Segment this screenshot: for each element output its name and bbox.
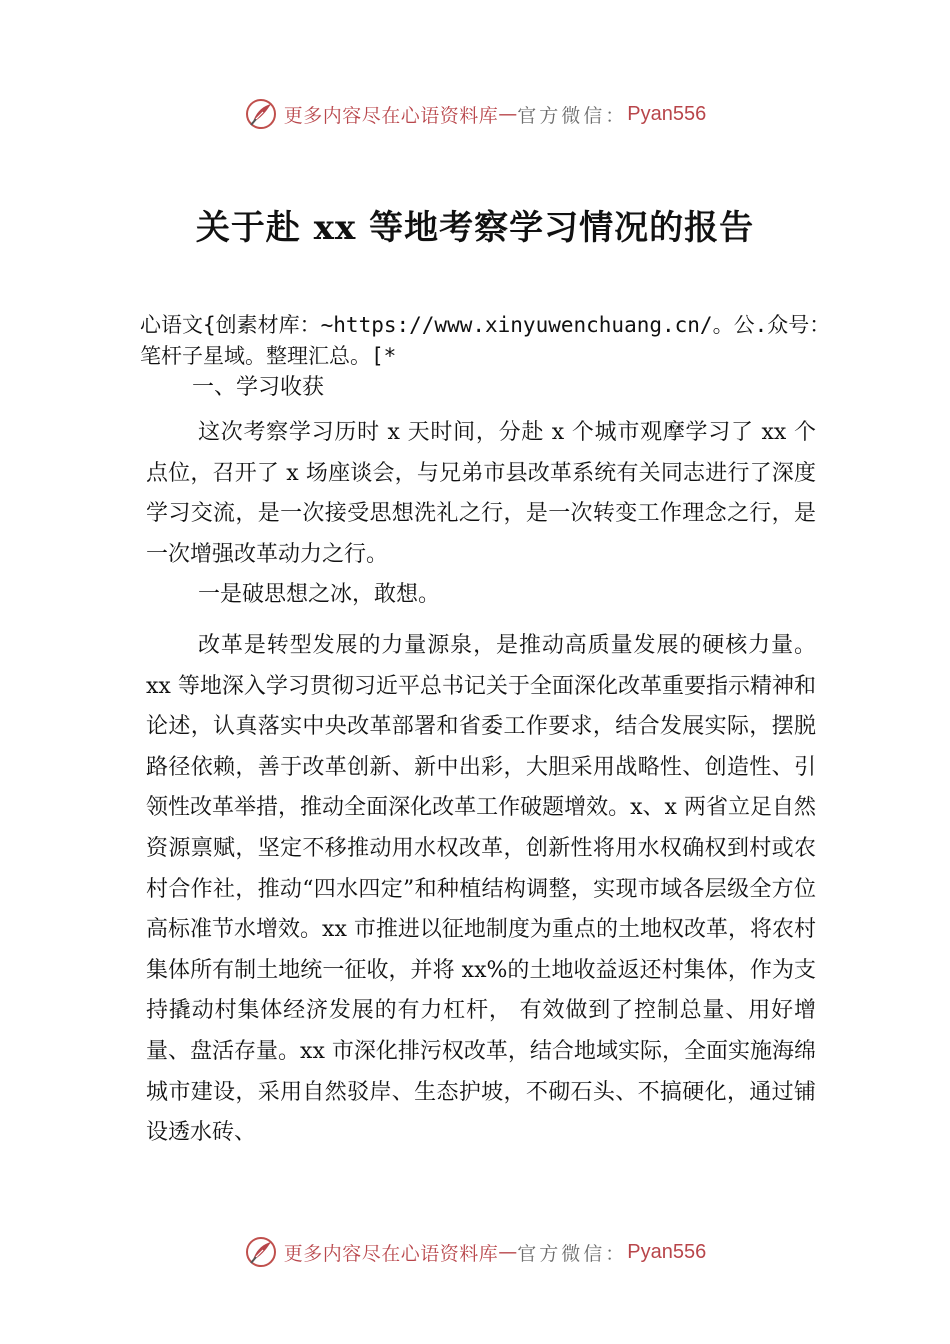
paragraph: 改革是转型发展的力量源泉，是推动高质量发展的硬核力量。xx 等地深入学习贯彻习近平总书记关于全面深化改革重要指示精神和论述，认真落实中央改革部署和省委工作要求，结合发展实际，摆脱路径依赖，善于改革创新、新中出彩，大胆采用战略性、创造性、引领性改革举措，推动全面深化改革工作破题增效。x、x 两省立足自然资源禀赋，坚定不移推动用水权改革，创新性将用水权确权到村或农村合作社，推动“四水四定”和种植结构调整，实现市域各层级全方位高标准节水增效。xx 市推进以征地制度为重点的土地权改革，将农村集体所有制土地统一征收，并将 xx%的土地收益返还村集体，作为支持撬动村集体经济发展的有力杠杆， 有效做到了控制总量、用好增量、盘活存量。xx 市深化排污权改革，结合地域实际，全面实施海绵城市建设，采用自然驳岸、生态护坡，不砌石头、不搞硬化，通过铺设透水砖、 — [146, 632, 816, 1146]
section-heading: 一、学习收获 — [192, 375, 325, 400]
paragraph: 一是破思想之冰，敢想。 — [198, 582, 441, 608]
banner-wechat-id: Pyan556 — [627, 1240, 707, 1263]
banner-separator: — — [498, 103, 518, 125]
source-note: 心语文{创素材库：~https://www.xinyuwenchuang.cn/。公.众号：笔杆子星域。整理汇总。[* — [140, 313, 831, 368]
banner-separator: — — [498, 1241, 518, 1263]
banner-text: 更多内容尽在心语资料库 — [283, 104, 499, 127]
banner-wechat-label: 官方微信： — [517, 1242, 628, 1265]
header-watermark-banner — [0, 92, 950, 136]
banner-wechat-label: 官方微信： — [517, 104, 628, 127]
banner-text: 更多内容尽在心语资料库 — [283, 1242, 499, 1265]
feather-pen-logo-icon — [244, 97, 278, 131]
document-title: 关于赴 xx 等地考察学习情况的报告 — [195, 208, 755, 248]
feather-pen-logo-icon — [244, 1235, 278, 1269]
banner-wechat-id: Pyan556 — [627, 102, 707, 125]
footer-watermark-banner — [0, 1230, 950, 1274]
paragraph: 这次考察学习历时 x 天时间，分赴 x 个城市观摩学习了 xx 个点位，召开了 x 场座谈会，与兄弟市县改革系统有关同志进行了深度学习交流，是一次接受思想洗礼之行，是一次转变工作理念之行，是一次增强改革动力之行。 — [146, 420, 816, 567]
document-body — [140, 310, 840, 1154]
